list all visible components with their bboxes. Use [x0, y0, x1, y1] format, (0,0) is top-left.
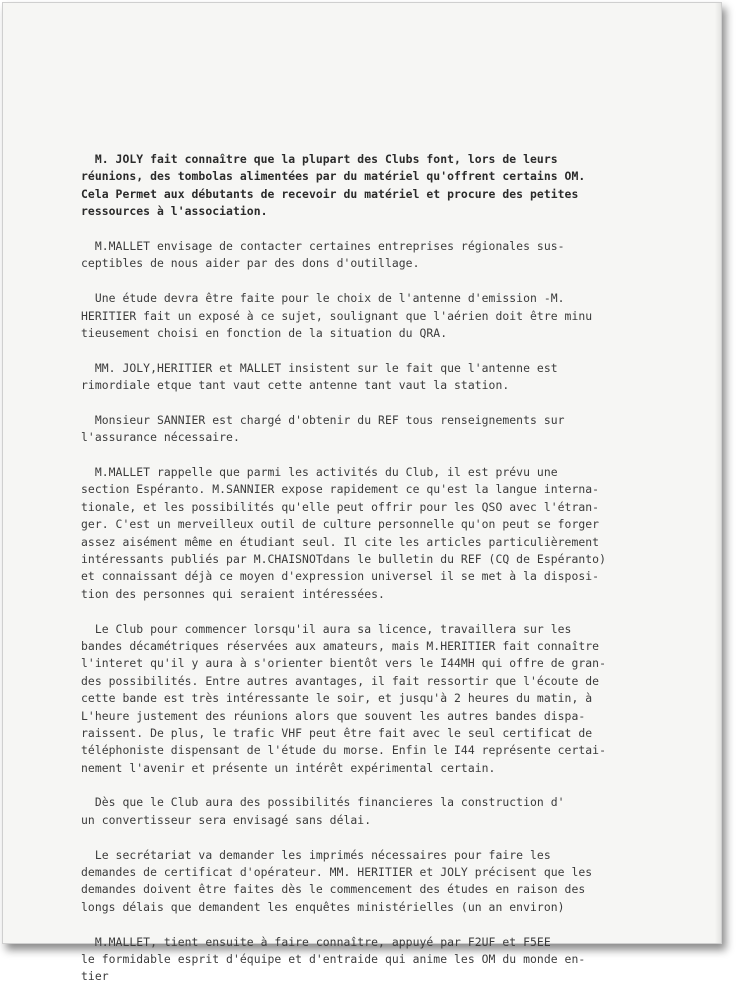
text-line: M.MALLET rappelle que parmi les activités du Club, il est prévu une — [81, 465, 558, 480]
page-body-text — [81, 151, 721, 986]
text-line: l'assurance nécessaire. — [81, 430, 240, 445]
text-line: tion des personnes qui seraient intéressées. — [81, 586, 385, 601]
text-line: Monsieur SANNIER est chargé d'obtenir du REF tous renseignements sur — [81, 412, 565, 427]
text-line: cette bande est très intéressante le soir, et jusqu'à 2 heures du matin, à — [81, 691, 593, 706]
paragraph-p7 — [81, 621, 721, 778]
paragraph-p10 — [81, 934, 721, 986]
text-line: Cela Permet aux débutants de recevoir du matériel et procure des petites — [81, 186, 579, 201]
text-line: nement l'avenir et présente un intérêt expérimental certain. — [81, 760, 496, 775]
paragraph-p6 — [81, 464, 721, 603]
text-line: longs délais que demandent les enquêtes ministérielles (un an environ) — [81, 899, 565, 914]
text-line: Le secrétariat va demander les imprimés nécessaires pour faire les — [81, 847, 551, 862]
typed-page — [2, 2, 722, 984]
paragraph-p1 — [81, 151, 721, 221]
text-line: assez aisément même en étudiant seul. Il cite les articles particulièrement — [81, 534, 600, 549]
text-line: section Espéranto. M.SANNIER expose rapidement ce qu'est la langue interna- — [81, 482, 600, 497]
text-line: M.MALLET envisage de contacter certaines entreprises régionales sus- — [81, 238, 565, 253]
paragraph-gap — [81, 342, 721, 359]
text-line: rimordiale etque tant vaut cette antenne tant vaut la station. — [81, 378, 510, 393]
paragraph-gap — [81, 916, 721, 933]
text-line: Dès que le Club aura des possibilités financieres la construction d' — [81, 795, 565, 810]
paragraph-gap — [81, 447, 721, 464]
paragraph-p8 — [81, 794, 721, 829]
paragraph-p5 — [81, 412, 721, 447]
paragraph-p4 — [81, 360, 721, 395]
paragraph-p2 — [81, 238, 721, 273]
text-line: réunions, des tombolas alimentées par du matériel qu'offrent certains OM. — [81, 169, 586, 184]
text-line: HERITIER fait un exposé à ce sujet, soulignant que l'aérien doit être minu — [81, 308, 593, 323]
text-line: des possibilités. Entre autres avantages, il fait ressortir que l'écoute de — [81, 673, 600, 688]
text-line: tier — [81, 969, 109, 984]
text-line: M.MALLET, tient ensuite à faire connaître, appuyé par F2UF et F5EE — [81, 934, 551, 949]
text-line: tionale, et les possibilités qu'elle peut offrir pour les QSO avec l'étran- — [81, 499, 600, 514]
paragraph-gap — [81, 394, 721, 411]
paragraph-p3 — [81, 290, 721, 342]
text-line: et connaissant déjà ce moyen d'expression universel il se met à la disposi- — [81, 569, 600, 584]
paragraph-gap — [81, 221, 721, 238]
text-line: tieusement choisi en fonction de la situation du QRA. — [81, 325, 448, 340]
paragraph-gap — [81, 603, 721, 620]
text-line: raissent. De plus, le trafic VHF peut être fait avec le seul certificat de — [81, 725, 593, 740]
paragraph-gap — [81, 273, 721, 290]
text-line: Une étude devra être faite pour le choix de l'antenne d'emission -M. — [81, 291, 565, 306]
text-line: M. JOLY fait connaître que la plupart des Clubs font, lors de leurs — [81, 152, 558, 166]
text-line: MM. JOLY,HERITIER et MALLET insistent sur le fait que l'antenne est — [81, 360, 558, 375]
paragraph-p9 — [81, 847, 721, 917]
paragraph-gap — [81, 777, 721, 794]
text-line: téléphoniste dispensant de l'étude du morse. Enfin le I44 représente certai- — [81, 743, 606, 758]
text-line: ger. C'est un merveilleux outil de culture personnelle qu'on peut se forger — [81, 517, 600, 532]
text-line: Le Club pour commencer lorsqu'il aura sa licence, travaillera sur les — [81, 621, 572, 636]
text-line: L'heure justement des réunions alors que souvent les autres bandes dispa- — [81, 708, 586, 723]
text-line: intéressants publiés par M.CHAISNOTdans le bulletin du REF (CQ de Espéranto) — [81, 551, 606, 566]
text-line: demandes doivent être faites dès le commencement des études en raison des — [81, 882, 586, 897]
text-line: le formidable esprit d'équipe et d'entraide qui anime les OM du monde en- — [81, 951, 586, 966]
text-line: bandes décamétriques réservées aux amateurs, mais M.HERITIER fait connaître — [81, 638, 600, 653]
text-line: ressources à l'association. — [81, 204, 268, 219]
text-line: l'interet qu'il y aura à s'orienter bientôt vers le I44MH qui offre de gran- — [81, 656, 606, 671]
text-line: demandes de certificat d'opérateur. MM. HERITIER et JOLY précisent que les — [81, 865, 593, 880]
text-line: ceptibles de nous aider par des dons d'outillage. — [81, 256, 420, 271]
text-line: un convertisseur sera envisagé sans délai. — [81, 812, 372, 827]
paragraph-gap — [81, 829, 721, 846]
